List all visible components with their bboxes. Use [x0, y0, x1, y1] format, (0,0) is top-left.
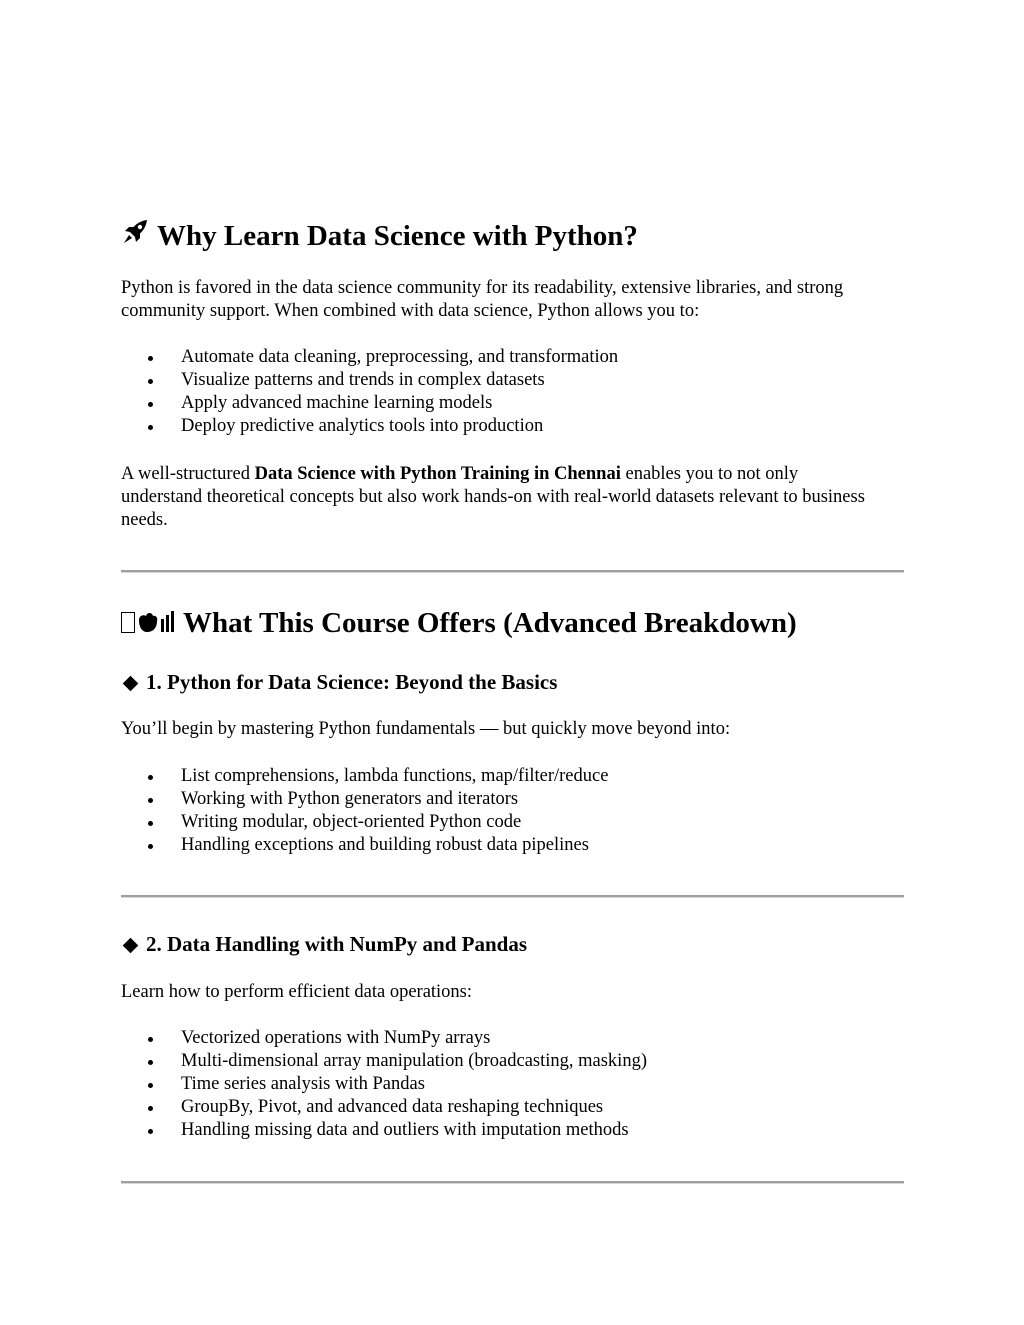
module-heading [121, 669, 557, 695]
list-item: Handling missing data and outliers with imputation methods [121, 1119, 647, 1142]
list-item: Working with Python generators and iterators [121, 788, 608, 811]
list-item: Automate data cleaning, preprocessing, and transformation [121, 346, 618, 369]
rocket-icon [121, 219, 149, 253]
diamond-icon [123, 937, 139, 953]
section-intro: Python is favored in the data science community for its readability, extensive libraries, and strong community support. When combined with data science, Python allows you to: [121, 278, 844, 321]
closing-bold-text: Data Science with Python Training in Chennai [254, 464, 621, 484]
closing-suffix: enables you to not only understand theoretical concepts but also work hands-on with real-world datasets relevant to business needs. [121, 464, 865, 530]
divider [121, 895, 904, 898]
module-topics-list [121, 1027, 647, 1142]
section-heading-text: What This Course Offers (Advanced Breakdown) [183, 607, 797, 639]
list-item: GroupBy, Pivot, and advanced data reshaping techniques [121, 1096, 647, 1119]
list-item: List comprehensions, lambda functions, map/filter/reduce [121, 765, 608, 788]
benefits-list [121, 346, 618, 438]
divider [121, 1181, 904, 1184]
closing-prefix: A well-structured [121, 464, 255, 484]
list-item: Vectorized operations with NumPy arrays [121, 1027, 647, 1050]
list-item: Deploy predictive analytics tools into production [121, 415, 618, 438]
list-item: Time series analysis with Pandas [121, 1073, 647, 1096]
section-heading-text: Why Learn Data Science with Python? [157, 220, 638, 252]
list-item: Apply advanced machine learning models [121, 392, 618, 415]
module-heading-text: 1. Python for Data Science: Beyond the Basics [146, 670, 558, 694]
divider [121, 570, 904, 573]
module-heading [121, 931, 527, 957]
list-item: Multi-dimensional array manipulation (broadcasting, masking) [121, 1050, 647, 1073]
list-item: Writing modular, object-oriented Python code [121, 811, 608, 834]
module-intro: Learn how to perform efficient data operations: [121, 982, 473, 1002]
list-item: Visualize patterns and trends in complex datasets [121, 369, 618, 392]
list-item: Handling exceptions and building robust data pipelines [121, 834, 608, 857]
module-heading-text: 2. Data Handling with NumPy and Pandas [146, 932, 528, 956]
section-heading-why-python [121, 219, 638, 253]
module-topics-list [121, 765, 608, 857]
section-closing [121, 463, 866, 532]
section-heading-course-offers [121, 606, 797, 640]
diamond-icon [123, 675, 139, 691]
chart-icon [121, 606, 175, 640]
module-intro: You’ll begin by mastering Python fundamentals — but quickly move beyond into: [121, 719, 731, 739]
